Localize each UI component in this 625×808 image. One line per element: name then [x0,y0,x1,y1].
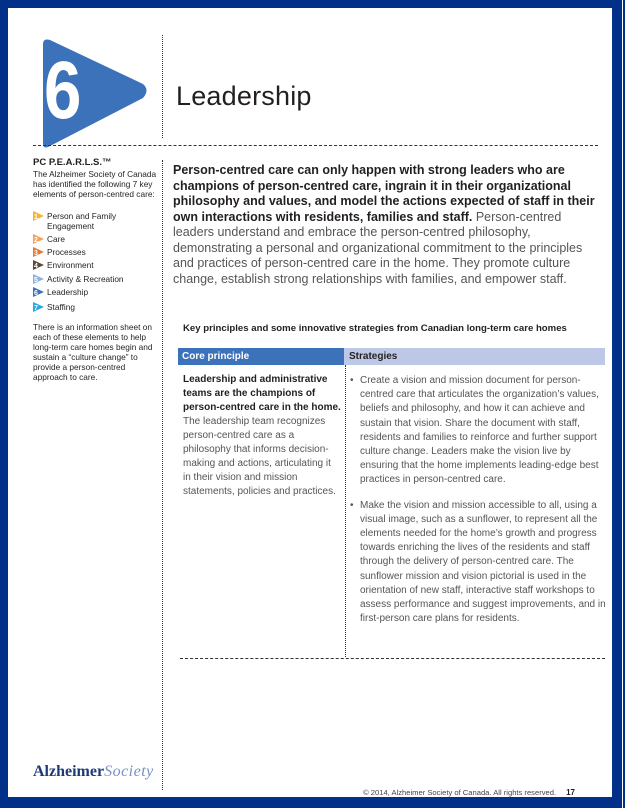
pearls-list [33,211,158,312]
table-bottom-divider [180,658,605,659]
pearl-label: Leadership [47,286,89,297]
page-number: 17 [566,788,575,797]
svg-text:1: 1 [34,214,38,221]
column-divider [162,160,163,790]
pearl-3-icon [33,247,44,257]
svg-text:6: 6 [34,289,38,297]
strategy-item [350,374,608,488]
bullet-icon: • [350,375,354,386]
pearl-label: Processes [47,247,86,258]
copyright: © 2014, Alzheimer Society of Canada. All rights reserved. [363,788,557,797]
principle-text: The leadership team recognizes person-centred care as a philosophy that informs decision-making and actions, articulating it in their vision and mission statements, policies and practices. [183,416,336,497]
svg-text:4: 4 [34,263,38,271]
table-caption: Key principles and some innovative strategies from Canadian long-term care homes [183,323,567,334]
intro-paragraph [173,163,603,287]
pearl-2-icon [33,234,44,244]
header-divider [33,145,598,146]
pearl-item [33,260,158,270]
strategy-text: Create a vision and mission document for person-centred care that articulates the organization’s values, beliefs and philosophy, and how it can achieve and sustain that vision. Share the document with staff, residents and families to reinforce and further support culture change. Leaders make the vision live by ensuring that the home implements leading-edge best practices in person-centred care. [360,375,599,486]
intro-bold: Person-centred care can only happen with strong leaders who are champions of person-centred care, ingrain it in their organizational philosophy and values, and model the actions expected of staff in their own interactions with residents, families and staff. [173,163,595,224]
sidebar-intro: The Alzheimer Society of Canada has identified the following 7 key elements of person-centred care: [33,169,157,199]
svg-text:5: 5 [34,276,38,284]
pearl-6-icon [33,287,44,297]
sidebar [33,158,158,382]
pearl-label: Staffing [47,301,75,312]
strategy-text: Make the vision and mission accessible to all, using a visual image, such as a sunflower, to represent all the elements needed for the home’s growth and progress towards enriching the lives of the residents and staff through the delivery of person-centred care. The sunflower mission and vision pictorial is used in the orientation of new staff, interactive staff workshops to assess performance and suggest improvements, and in first-person care plans for residents. [360,499,606,625]
pearl-item [33,287,158,297]
sidebar-heading: PC P.E.A.R.L.S.™ [33,157,112,168]
logo-word-alzheimer: Alzheimer [33,763,105,780]
pearl-item [33,247,158,257]
pearl-7-icon [33,302,44,312]
principle-bold: Leadership and administrative teams are the champions of person-centred care in the home. [183,374,341,413]
svg-text:7: 7 [34,304,38,312]
logo-word-society: Society [104,763,154,780]
sidebar-outro: There is an information sheet on each of these elements to help long-term care homes begin and sustain a “culture change” to provide a person-centred approach to care. [33,321,153,382]
pearl-label: Person and Family Engagement [47,211,117,231]
intro-regular: Person-centred leaders understand and embrace the person-centred philosophy, demonstrating a personal and organizational commitment to the principles and practices of person-centred care in the home. They promote culture change, establish strong relationships with families, and empower staff. [173,209,583,286]
page-title: Leadership [176,81,312,111]
svg-text:2: 2 [34,237,38,244]
pearl-item [33,302,158,312]
pearl-5-icon [33,274,44,284]
footer [363,788,575,797]
alzheimer-society-logo [33,763,154,781]
core-principle-cell [183,373,341,499]
strategy-item [350,499,608,627]
svg-text:3: 3 [34,250,38,258]
pearl-4-icon [33,260,44,270]
pearl-label: Environment [47,260,94,271]
pearl-label: Care [47,234,65,244]
column-header-core-principle: Core principle [178,348,344,365]
strategies-list [350,374,608,637]
header-divider-vertical [162,35,163,138]
pearl-item [33,274,158,284]
pearl-label: Activity & Recreation [47,273,124,284]
column-header-strategies: Strategies [344,348,605,365]
pearl-item [33,211,158,231]
pearl-item [33,234,158,244]
pearl-1-icon [33,211,44,221]
element-number: 6 [44,45,82,136]
table-column-divider [345,365,346,657]
document-page [8,8,612,797]
frame-edge [622,0,623,808]
bullet-icon: • [350,499,354,511]
